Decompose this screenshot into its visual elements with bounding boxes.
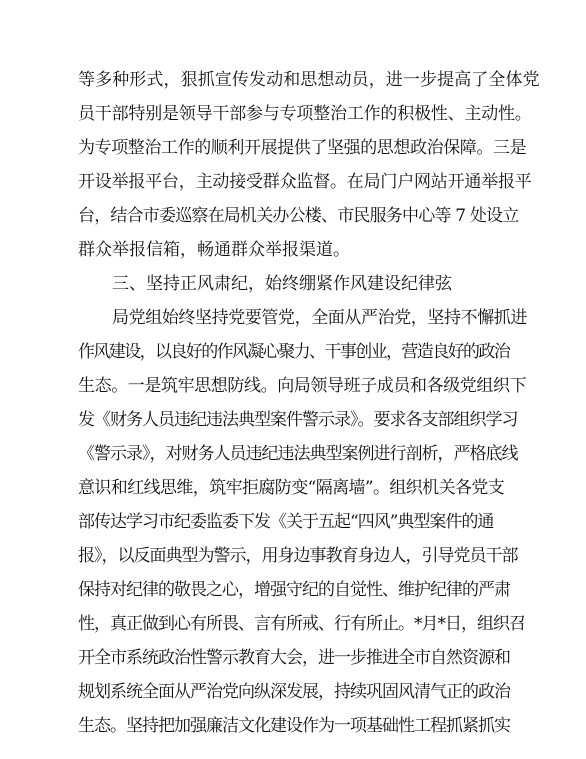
text-line: 作风建设，以良好的作风凝心聚力、干事创业，营造良好的政治 (78, 342, 510, 362)
text-line: 部传达学习市纪委监委下发《关于五起“四风”典型案件的通 (78, 512, 494, 532)
text-line: 报》，以反面典型为警示，用身边事教育身边人，引导党员干部 (78, 546, 518, 566)
text-line: 开设举报平台，主动接受群众监督。在局门户网站开通举报平 (78, 172, 532, 192)
text-line: 《警示录》，对财务人员违纪违法典型案例进行剖析，严格底线 (78, 444, 518, 464)
section-heading: 三、坚持正风肃纪，始终绷紧作风建设纪律弦 (112, 274, 452, 294)
text-line: 为专项整治工作的顺利开展提供了坚强的思想政治保障。三是 (78, 138, 527, 158)
text-line: 台，结合市委巡察在局机关办公楼、市民服务中心等 7 处设立 (78, 206, 519, 226)
text-line: 生态。坚持把加强廉洁文化建设作为一项基础性工程抓紧抓实 (78, 716, 510, 736)
text-line: 性，真正做到心有所畏、言有所戒、行有所止。*月*日，组织召 (78, 614, 525, 634)
text-line: 开全市系统政治性警示教育大会，进一步推进全市自然资源和 (78, 648, 510, 668)
text-line: 生态。一是筑牢思想防线。向局领导班子成员和各级党组织下 (78, 376, 527, 396)
text-line: 局党组始终坚持党要管党，全面从严治党，坚持不懈抓进 (112, 308, 527, 328)
text-line: 发《财务人员违纪违法典型案件警示录》。要求各支部组织学习 (78, 410, 518, 430)
text-line: 保持对纪律的敬畏之心，增强守纪的自觉性、维护纪律的严肃 (78, 580, 510, 600)
text-line: 意识和红线思维，筑牢拒腐防变“隔离墙”。组织机关各党支 (78, 478, 505, 498)
text-line: 规划系统全面从严治党向纵深发展，持续巩固风清气正的政治 (78, 682, 510, 702)
text-line: 员干部特别是领导干部参与专项整治工作的积极性、主动性。 (78, 104, 532, 124)
text-line: 等多种形式，狠抓宣传发动和思想动员，进一步提高了全体党 (78, 70, 540, 90)
text-line: 群众举报信箱，畅通群众举报渠道。 (78, 240, 350, 260)
